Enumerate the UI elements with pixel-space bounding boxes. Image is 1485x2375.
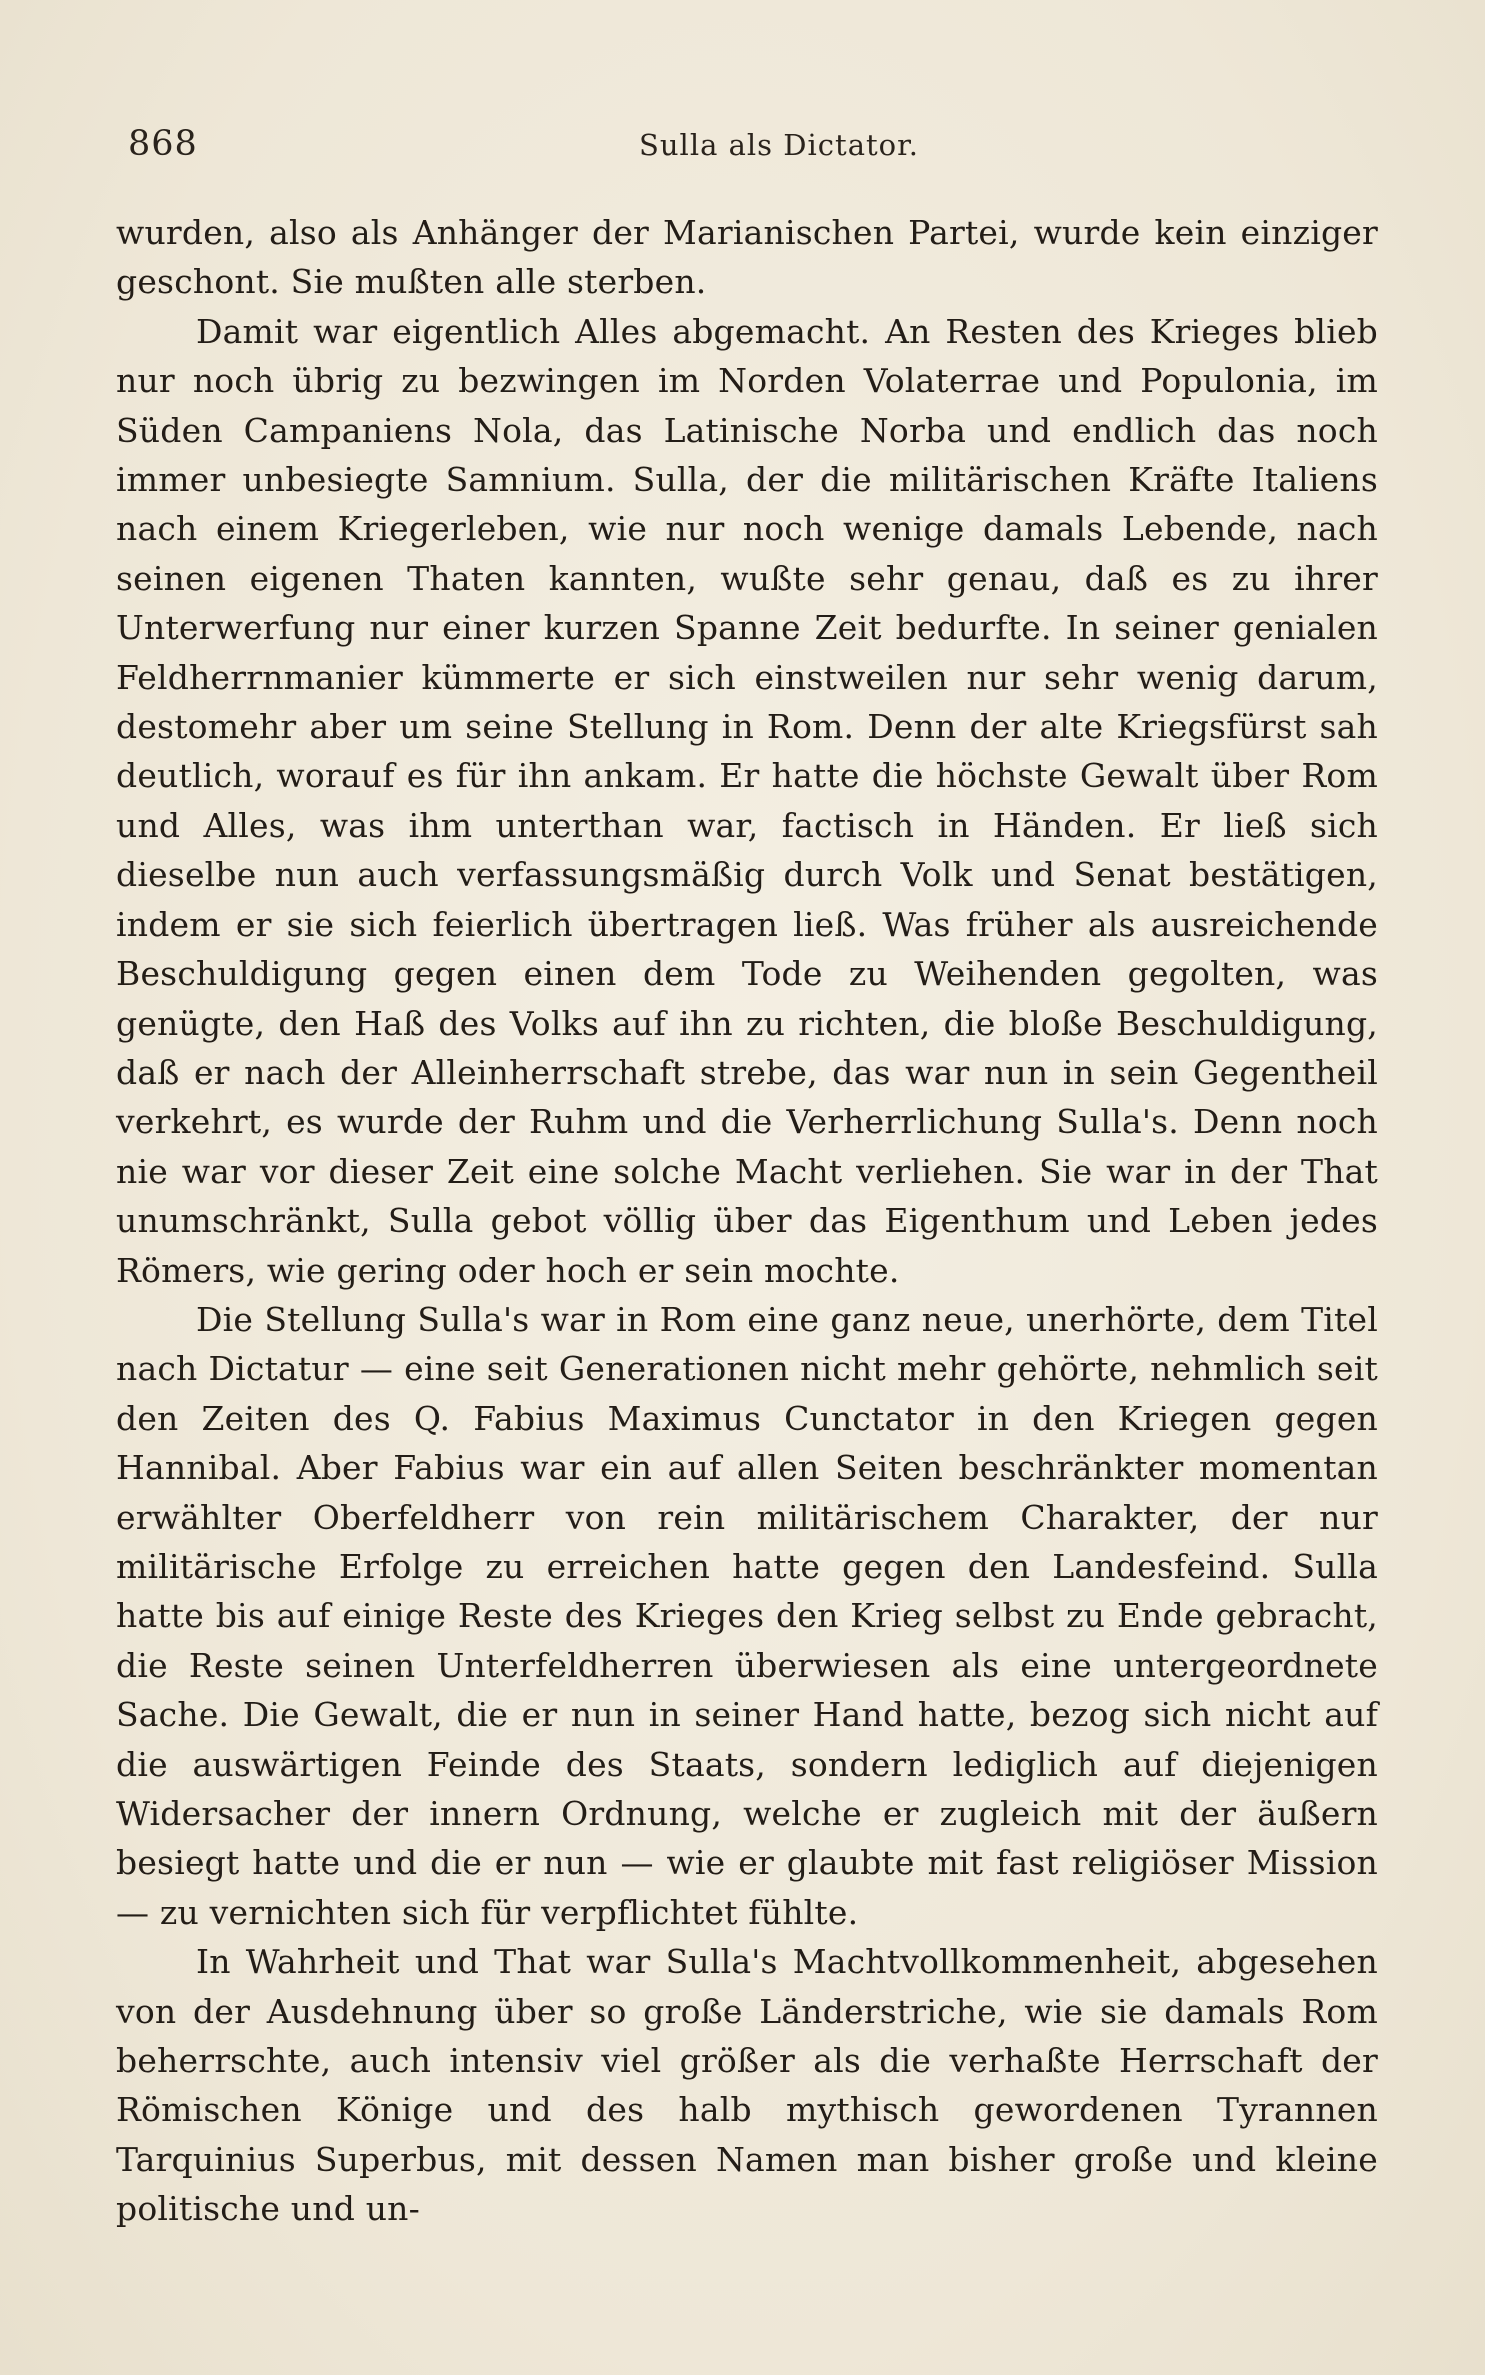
page-number: 868 [128, 124, 198, 164]
body-text [116, 208, 1378, 2234]
paragraph-remaining-war: Damit war eigentlich Alles abgemacht. An Resten des Krieges blieb nur noch übrig zu bezwingen im Norden Volaterrae und Populonia, im Süden Campaniens Nola, das Latinische Norba und endlich das noch immer unbesiegte Samnium. Sulla, der die militärischen Kräfte Italiens nach einem Kriegerleben, wie nur noch wenige damals Lebende, nach seinen eigenen Thaten kannten, wußte sehr genau, daß es zu ihrer Unterwerfung nur einer kurzen Spanne Zeit bedurfte. In seiner genialen Feldherrnmanier kümmerte er sich einstweilen nur sehr wenig darum, destomehr aber um seine Stellung in Rom. Denn der alte Kriegsfürst sah deutlich, worauf es für ihn ankam. Er hatte die höchste Gewalt über Rom und Alles, was ihm unterthan war, factisch in Händen. Er ließ sich dieselbe nun auch verfassungsmäßig durch Volk und Senat bestätigen, indem er sie sich feierlich übertragen ließ. Was früher als ausreichende Beschuldigung gegen einen dem Tode zu Weihenden gegolten, was genügte, den Haß des Volks auf ihn zu richten, die bloße Beschuldigung, daß er nach der Alleinherrschaft strebe, das war nun in sein Gegentheil verkehrt, es wurde der Ruhm und die Verherrlichung Sulla's. Denn noch nie war vor dieser Zeit eine solche Macht verliehen. Sie war in der That unumschränkt, Sulla gebot völlig über das Eigenthum und Leben jedes Römers, wie gering oder hoch er sein mochte. [116, 311, 1378, 1290]
page-header [118, 124, 1380, 178]
running-title: Sulla als Dictator. [639, 128, 919, 162]
paragraph-dictatorship: Die Stellung Sulla's war in Rom eine ganz neue, unerhörte, dem Titel nach Dictatur — eine seit Generationen nicht mehr gehörte, nehmlich seit den Zeiten des Q. Fabius Maximus Cunctator in den Kriegen gegen Hannibal. Aber Fabius war ein auf allen Seiten beschränkter momentan erwählter Oberfeldherr von rein militärischem Charakter, der nur militärische Erfolge zu erreichen hatte gegen den Landesfeind. Sulla hatte bis auf einige Reste des Krieges den Krieg selbst zu Ende gebracht, die Reste seinen Unterfeldherren überwiesen als eine untergeordnete Sache. Die Gewalt, die er nun in seiner Hand hatte, bezog sich nicht auf die auswärtigen Feinde des Staats, sondern lediglich auf diejenigen Widersacher der innern Ordnung, welche er zugleich mit der äußern besiegt hatte und die er nun — wie er glaubte mit fast religiöser Mission — zu vernichten sich für verpflichtet fühlte. [116, 1299, 1378, 1932]
paragraph-power-comparison: In Wahrheit und That war Sulla's Machtvollkommenheit, abgesehen von der Ausdehnung über so große Länderstriche, wie sie damals Rom beherrschte, auch intensiv viel größer als die verhaßte Herrschaft der Römischen Könige und des halb mythisch gewordenen Tyrannen Tarquinius Superbus, mit dessen Namen man bisher große und kleine politische und un- [116, 1942, 1378, 2229]
paragraph-continuation: wurden, also als Anhänger der Marianischen Partei, wurde kein einziger geschont. Sie mußten alle sterben. [116, 213, 1378, 302]
